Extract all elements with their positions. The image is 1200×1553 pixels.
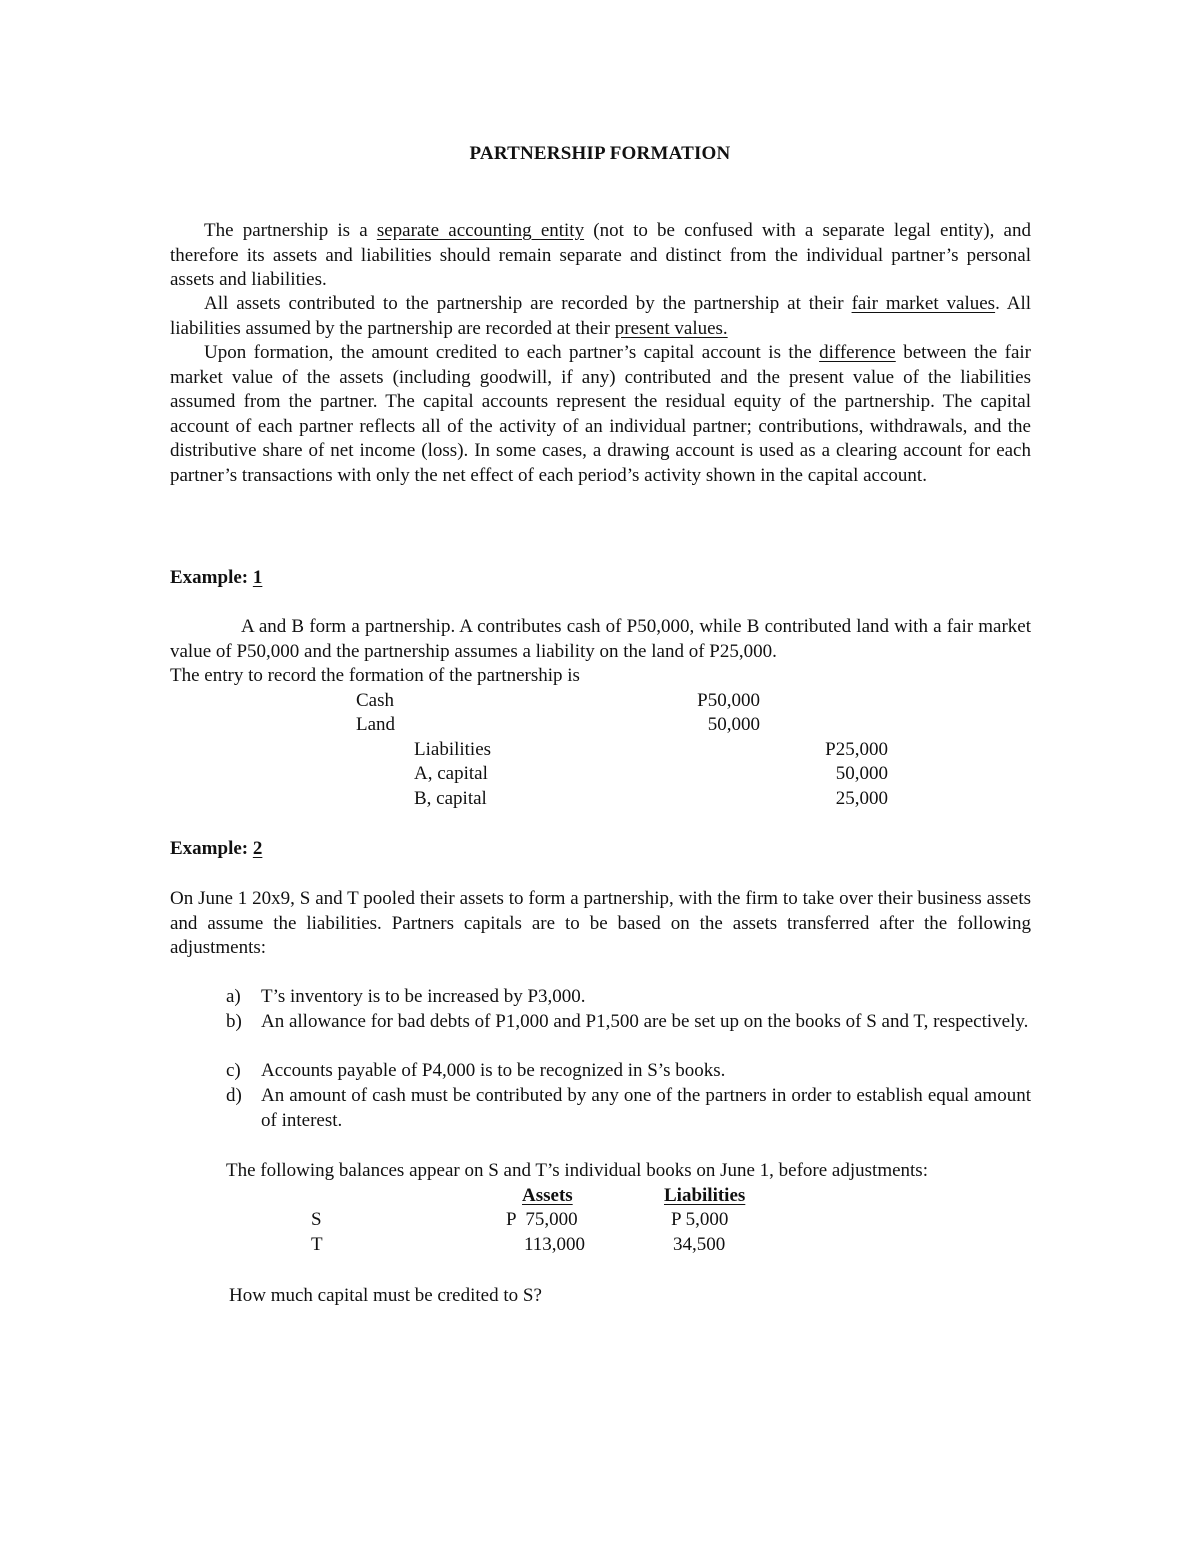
list-item-letter: c) [226, 1060, 241, 1081]
entry-credit: 25,000 [835, 788, 888, 809]
intro-p2-text-2: . All liabilities assumed by the partnership are recorded at their [170, 293, 1032, 339]
table-header-assets: Assets [522, 1185, 573, 1206]
entry-credit: P25,000 [825, 739, 888, 760]
example-1-entry-intro: The entry to record the formation of the partnership is [170, 665, 580, 686]
table-row-liabilities: P 5,000 [671, 1209, 729, 1230]
table-row-assets: P 75,000 [506, 1209, 578, 1230]
intro-p3-underline-1: difference [819, 342, 896, 363]
page-title: PARTNERSHIP FORMATION [469, 143, 731, 164]
entry-account: A, capital [414, 763, 488, 784]
example-2-label: Example: [170, 838, 253, 859]
table-row-partner: T [311, 1234, 323, 1255]
table-row-liabilities: 34,500 [673, 1234, 726, 1255]
list-item-letter: b) [226, 1011, 242, 1032]
entry-debit: 50,000 [707, 714, 760, 735]
question: How much capital must be credited to S? [229, 1285, 542, 1306]
list-item [226, 985, 1031, 1010]
intro-p1-text-2: (not to be confused with a separate legal entity), and therefore its assets and liabilities should remain separate and distinct from the individual partner’s personal assets and liabilities. [170, 220, 1031, 291]
entry-debit: P50,000 [697, 690, 760, 711]
list-item-text: An amount of cash must be contributed by any one of the partners in order to establish equal amount of interest. [261, 1085, 1031, 1131]
list-item-text: Accounts payable of P4,000 is to be recognized in S’s books. [261, 1060, 726, 1081]
list-item-text: T’s inventory is to be increased by P3,000. [261, 986, 586, 1007]
list-item [226, 1010, 1031, 1035]
intro-paragraph-1 [170, 219, 1031, 293]
example-2-problem: On June 1 20x9, S and T pooled their assets to form a partnership, with the firm to take over their business assets and assume the liabilities. Partners capitals are to be based on the assets transferred after the following adjustments: [170, 888, 1031, 959]
table-row-assets: 113,000 [524, 1234, 586, 1255]
example-1-number: 1 [252, 567, 263, 588]
list-item-text: An allowance for bad debts of P1,000 and P1,500 are be set up on the books of S and T, respectively. [261, 1011, 1029, 1032]
intro-p3-text-2: between the fair market value of the assets (including goodwill, if any) contributed and the present value of the liabilities assumed from the partner. The capital accounts represent the residual equity of the partnership. The capital account of each partner reflects all of the activity of an individual partner; contributions, withdrawals, and the distributive share of net income (loss). In some cases, a drawing account is used as a clearing account for each partner’s transactions with only the net effect of each period’s activity shown in the capital account. [170, 342, 1031, 486]
entry-account: Cash [356, 690, 394, 711]
intro-p2-text-1: All assets contributed to the partnership are recorded by the partnership at their [204, 293, 852, 314]
example-1-heading [170, 566, 262, 590]
list-item-letter: d) [226, 1085, 242, 1106]
intro-p1-underline-1: separate accounting entity [376, 220, 585, 241]
intro-p2-underline-1: fair market values [851, 293, 996, 314]
example-2-number: 2 [252, 838, 263, 859]
entry-credit: 50,000 [835, 763, 888, 784]
entry-account: Liabilities [414, 739, 492, 760]
list-item [226, 1084, 1031, 1133]
table-row-partner: S [311, 1209, 322, 1230]
intro-paragraph-2 [170, 292, 1031, 341]
entry-account: Land [356, 714, 396, 735]
entry-account: B, capital [414, 788, 487, 809]
intro-paragraph-3 [170, 341, 1031, 489]
example-1-problem: A and B form a partnership. A contributes cash of P50,000, while B contributed land with a fair market value of P50,000 and the partnership assumes a liability on the land of P25,000. [170, 616, 1031, 662]
list-item [226, 1059, 1031, 1084]
example-1-label: Example: [170, 567, 253, 588]
list-item-letter: a) [226, 986, 241, 1007]
example-2-heading [170, 837, 262, 861]
intro-p3-text-1: Upon formation, the amount credited to each partner’s capital account is the [204, 342, 820, 363]
table-header-liabilities: Liabilities [664, 1185, 746, 1206]
balances-intro: The following balances appear on S and T’s individual books on June 1, before adjustments: [226, 1160, 928, 1181]
intro-p2-underline-2: present values. [614, 317, 728, 339]
intro-p1-text-1: The partnership is a [204, 220, 377, 241]
